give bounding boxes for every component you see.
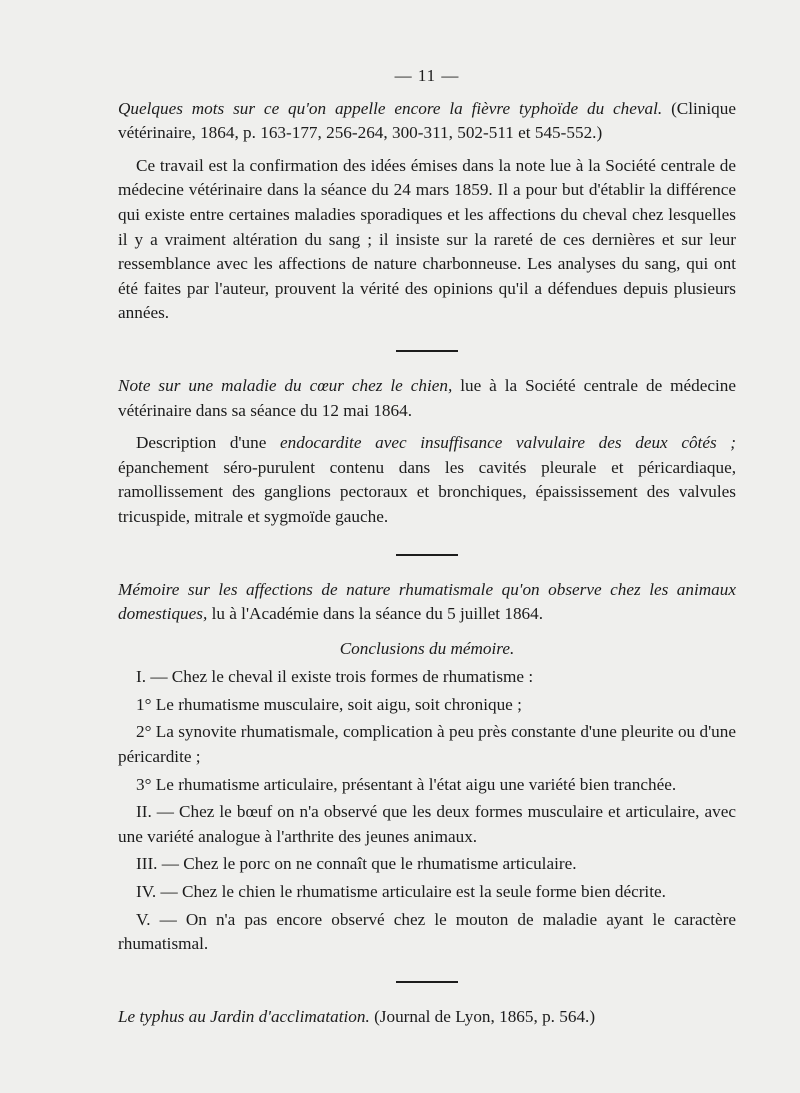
list-item: IV. — Chez le chien le rhumatisme articulaire est la seule forme bien décrite. bbox=[136, 882, 666, 902]
section-maladie-coeur bbox=[118, 374, 736, 530]
body-text: Description d'une bbox=[136, 433, 280, 453]
list-item: 3° Le rhumatisme articulaire, présentant à l'état aigu une variété bien tranchée. bbox=[136, 774, 677, 794]
section-heading bbox=[118, 97, 736, 146]
section-body: Ce travail est la confirmation des idées émises dans la note lue à la Société centrale de médecine vétérinaire dans la séance du 24 mars 1859. Il a pour but d'établir la différence qui existe entre certaines maladies sporadiques et les affections du cheval chez lesquelles il y a vraiment altération du sang ; il insiste sur la rareté de ces dernières et sur leur ressemblance avec les affections de nature charbonneuse. Les analyses du sang, qui ont été faites par l'auteur, prouvent la vérité des opinions qu'il a défendues depuis plusieurs années. bbox=[118, 155, 736, 323]
section-reference: lue à la Société centrale de médecine vétérinaire dans sa séance du 12 mai 1864. bbox=[118, 375, 736, 420]
section-divider bbox=[396, 554, 458, 556]
section-title: Quelques mots sur ce qu'on appelle encore la fièvre typhoïde du cheval. bbox=[118, 98, 663, 118]
section-fievre-typhoide bbox=[118, 97, 736, 326]
body-emphasis: endocardite avec insuffisance valvulaire des deux côtés ; bbox=[280, 433, 737, 453]
section-reference: (Journal de Lyon, 1865, p. 564.) bbox=[369, 1006, 596, 1026]
section-subtitle bbox=[118, 637, 736, 662]
section-title: Le typhus au Jardin d'acclimatation. bbox=[118, 1006, 370, 1026]
section-typhus bbox=[118, 1005, 736, 1030]
text-column bbox=[118, 64, 736, 1029]
section-reference: lu à l'Académie dans la séance du 5 juillet 1864. bbox=[207, 604, 544, 624]
list-item: 2° La synovite rhumatismale, complication à peu près constante d'une pleurite ou d'une péricardite ; bbox=[118, 722, 736, 767]
section-title: Mémoire sur les affections de nature rhumatismale qu'on observe chez les animaux domestiques, bbox=[118, 579, 736, 624]
section-rhumatisme bbox=[118, 578, 736, 957]
section-heading bbox=[118, 578, 736, 627]
section-divider bbox=[396, 350, 458, 352]
page-number: — 11 — bbox=[394, 66, 460, 85]
section-body bbox=[118, 431, 736, 529]
list-item: II. — Chez le bœuf on n'a observé que les deux formes musculaire et articulaire, avec une variété analogue à l'arthrite des jeunes animaux. bbox=[118, 802, 736, 846]
body-text: épanchement séro-purulent contenu dans les cavités pleurale et péricardiaque, ramollissement des ganglions pectoraux et bronchiques, épaississement des valvules tricuspide, mitrale et sygmoïde gauche. bbox=[118, 457, 736, 526]
list-item: V. — On n'a pas encore observé chez le mouton de maladie ayant le caractère rhumatismal. bbox=[118, 909, 736, 954]
section-heading bbox=[118, 374, 736, 423]
list-item: 1° Le rhumatisme musculaire, soit aigu, soit chronique ; bbox=[136, 694, 522, 714]
section-heading bbox=[118, 1005, 736, 1030]
section-reference: (Clinique vétérinaire, 1864, p. 163-177, 256-264, 300-311, 502-511 et 545-552.) bbox=[118, 98, 736, 143]
subtitle-text: Conclusions du mémoire. bbox=[339, 638, 515, 658]
section-divider bbox=[396, 981, 458, 983]
list-item: I. — Chez le cheval il existe trois formes de rhumatisme : bbox=[136, 667, 534, 687]
list-item: III. — Chez le porc on ne connaît que le rhumatisme articulaire. bbox=[136, 854, 577, 874]
section-title: Note sur une maladie du cœur chez le chien, bbox=[118, 375, 453, 395]
